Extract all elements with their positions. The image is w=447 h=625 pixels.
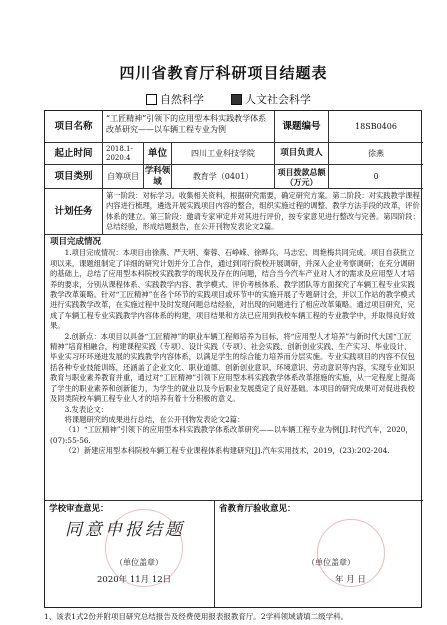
period-value: 2018.1-2020.4 xyxy=(103,143,144,165)
leader-label: 项目负责人 xyxy=(275,143,329,165)
school-seal-label: （单位盖章） xyxy=(115,558,163,567)
plan-value: 第一阶段：对标学习。收集相关资料，根据研究需要，确定研究方案。第二阶段：对实践教学课程内容进行梳理，遴选开展实践项目内容的整合，组织实施过程的调整、教学方法手段的改革，评价体系的建立。第三阶段：邀请专家审定并对其进行评价，按专家意见进行整改与完善。第四阶段：总结经验，形成结题报告，在公开刊物发表论文2篇。 xyxy=(103,189,423,235)
dept-date: 年 月 日 xyxy=(335,575,366,585)
project-name-label: 项目名称 xyxy=(45,111,103,143)
completion-paragraph-3: 3.发表论文： xyxy=(64,404,109,414)
unit-label: 单位 xyxy=(144,143,172,165)
dept-seal-label: （单位盖章） xyxy=(307,558,355,567)
dept-opinion-box xyxy=(215,501,423,607)
category-humanities[interactable] xyxy=(231,91,311,107)
completion-text xyxy=(50,237,416,457)
reference-2: （2）新建应用型本科院校车辆工程专业课程体系构建研究[J].汽车实用技术，2019，(23):202-204. xyxy=(64,446,390,456)
project-no-value: 18SB0406 xyxy=(329,111,423,143)
period-label: 起止时间 xyxy=(45,143,103,165)
completion-paragraph-2: 2.创新点：本项目以具备“工匠精神”的职业车辆工程师培养为目标，将“应用型人才培养”与新时代大国“工匠精神”培育相融合，构建课程实践（专项）、设计实践（专项）、社会实践、创新创业实践、生产实习、毕业设计、毕业实习环环递进发展的实践教学内容体系，以满足学生的综合能力培养而分层实施。专业实践项目的内容不仅包括各种专业技能训练，还涵盖了企业文化、职业道德、创新创业意识、环境意识、劳动意识等内容，实现专业知识教育与职业素养教育并重，通过对“工匠精神”引领下应用型本科实践教学体系改革措施的实施，从一定程度上提高了学生的职业素养和创新能力，为学生的就业以及今后职业发展奠定了良好基础。本项目的研究成果可对促进我校及同类院校车辆工程专业人才的培养有着十分积极的意义。 xyxy=(50,331,416,404)
school-opinion-label: 学校审查意见： xyxy=(49,504,109,514)
dept-seal-icon xyxy=(317,519,385,587)
plan-label: 计划任务 xyxy=(45,189,103,235)
form-title: 四川省教育厅科研项目结题表 xyxy=(119,64,328,82)
footnote: 1、该表1式2份并附项目研究总结报告及经费使用报表报教育厅。2学科领域请填二级学科。 xyxy=(44,612,349,621)
dept-opinion-label: 省教育厅验收意见： xyxy=(219,504,296,514)
type-value: 自筹项目 xyxy=(103,165,144,189)
unit-value: 四川工业科技学院 xyxy=(172,143,275,165)
discipline-label: 学科领域 xyxy=(144,165,172,189)
checked-box-icon[interactable] xyxy=(231,94,242,105)
project-name-value: “工匠精神”引领下的应用型本科实践教学体系改革研究——以车辆工程专业为例 xyxy=(103,111,275,143)
leader-value: 徐燕 xyxy=(329,143,423,165)
category-natural-science[interactable] xyxy=(146,91,204,107)
reference-1: （1）“工匠精神”引领下的应用型本科实践教学体系改革研究——以车辆工程专业为例[J].时代汽车，2020，(07):55-56. xyxy=(50,425,413,445)
completion-heading: 项目完成情况 xyxy=(50,237,102,247)
project-no-label: 课题编号 xyxy=(275,111,329,143)
school-seal-icon xyxy=(105,509,183,587)
type-label: 项目类别 xyxy=(45,165,103,189)
school-signature: 同意申报结题 xyxy=(65,520,185,540)
discipline-value: 教育学（0401） xyxy=(172,165,275,189)
school-date: 2020年 11月 12日 xyxy=(97,575,172,585)
school-opinion-box xyxy=(45,501,215,607)
checkbox-icon[interactable] xyxy=(146,94,157,105)
category-label: 人文社会科学 xyxy=(245,93,311,106)
category-label: 自然科学 xyxy=(160,93,204,106)
funding-value: 0 xyxy=(329,165,423,189)
funding-label: 项目拨款总额（万元） xyxy=(275,165,329,189)
completion-paragraph-1: 1.项目完成情况：本项目由徐燕、严天明、秦蓉、石峥嵘、徐晔兵、马志宏、周艳梅共同完成。项目自获批立项以来，课题组制定了详细的研究计划并分工合作，通过到同行院校开展调研，并深入企业考察调研；在充分调研的基础上，总结了应用型本科院校实践教学的现状及存在的问题，结合当今汽车产业对人才的需求及应用型人才培养的要求，分别从课程体系、实践教学内容、教学模式、评价考核体系、教学团队等方面探究了车辆工程专业实践教学改革策略。针对“工匠精神”在各个环节的实践项目或环节中的实施开展了专题研讨会，并以工作站的教学模式进行实践教学改革，在实施过程中及时发现问题总结经验，对出现的问题进行了相应改革策略。通过项目研究，完成了车辆工程专业实践教学内容体系的构建，项目结果和方法已应用到我校车辆工程的专业教学中，并取得良好效果。 xyxy=(50,248,416,331)
completion-paragraph-4: 将课题研究的成果进行总结，在公开刊物发表论文2篇： xyxy=(64,414,245,424)
